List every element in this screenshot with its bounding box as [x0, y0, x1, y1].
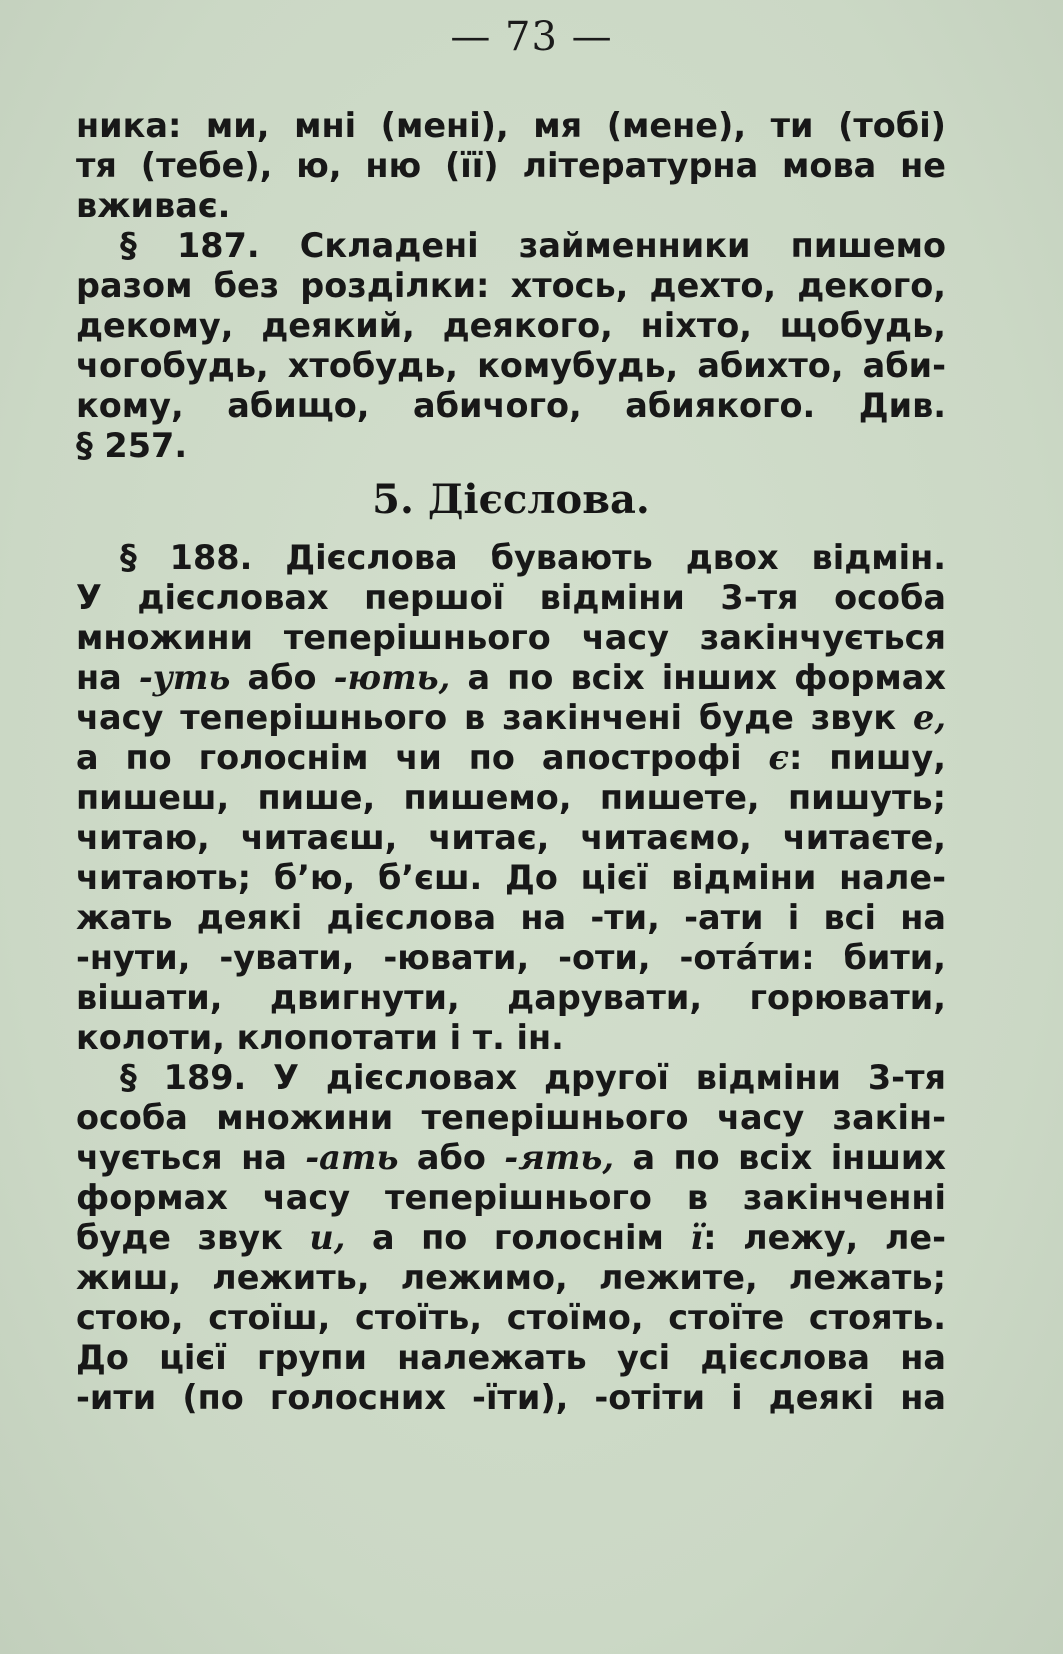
- text-line: До цієї групи належать усі дієслова на: [76, 1338, 946, 1377]
- text-run: а по всіх інших: [614, 1138, 946, 1177]
- ending-italic: -уть: [138, 658, 231, 697]
- text-run: а по голоснім чи по апострофі: [76, 738, 769, 777]
- text-line: декому, деякий, деякого, ніхто, щобудь,: [76, 306, 946, 345]
- ending-italic: -ять,: [504, 1138, 615, 1177]
- text-line: разом без розділки: хтось, дехто, декого,: [76, 266, 946, 305]
- text-line: стою, стоїш, стоїть, стоїмо, стоїте стоять.: [76, 1298, 946, 1337]
- sound-italic: е,: [913, 698, 946, 737]
- text-run: або: [230, 658, 334, 697]
- text-line: § 187. Складені займенники пишемо: [120, 226, 946, 265]
- section-heading: 5. Дієслова.: [372, 476, 650, 523]
- text-line: -нути, -увати, -ювати, -оти, -отáти: бити,: [76, 938, 946, 977]
- sound-italic: и,: [309, 1218, 346, 1257]
- ending-italic: -ать: [305, 1138, 399, 1177]
- page-number: — 73 —: [450, 14, 613, 60]
- text-line: У дієсловах першої відміни 3-тя особа: [76, 578, 946, 617]
- text-run: : лежу, ле-: [703, 1218, 946, 1257]
- text-line: формах часу теперішнього в закінченні: [76, 1178, 946, 1217]
- sound-italic: ї: [690, 1218, 704, 1257]
- text-run: чується на: [76, 1138, 306, 1177]
- text-line: колоти, клопотати і т. ін.: [76, 1018, 564, 1057]
- text-run: або: [398, 1138, 505, 1177]
- text-line: § 189. У дієсловах другої відміни 3-тя: [120, 1058, 946, 1097]
- text-line: вживає.: [76, 186, 231, 225]
- ending-italic: -ють,: [333, 658, 451, 697]
- text-line: тя (тебе), ю, ню (її) літературна мова не: [76, 146, 946, 185]
- text-line: [76, 658, 946, 698]
- text-line: особа множини теперішнього часу закін-: [76, 1098, 946, 1137]
- text-line: [76, 1138, 946, 1178]
- text-line: [76, 698, 946, 738]
- paragraph-187: [76, 226, 946, 466]
- text-line: § 188. Дієслова бувають двох відмін.: [120, 538, 946, 577]
- text-run: часу теперішнього в закінчені буде звук: [76, 698, 914, 737]
- text-line: пишеш, пише, пишемо, пишете, пишуть;: [76, 778, 946, 817]
- text-line: кому, абищо, абичого, абиякого. Див.: [76, 386, 946, 425]
- paragraph-189: [76, 1058, 946, 1418]
- page-body: [76, 106, 946, 1418]
- text-line: § 257.: [76, 426, 188, 465]
- paragraph-188: [76, 538, 946, 1058]
- text-run: : пишу,: [788, 738, 946, 777]
- text-line: читають; б’ю, б’єш. До цієї відміни нале-: [76, 858, 946, 897]
- text-run: буде звук: [76, 1218, 310, 1257]
- text-line: [76, 1218, 946, 1258]
- text-line: вішати, двигнути, дарувати, горювати,: [76, 978, 946, 1017]
- text-line: [76, 738, 946, 778]
- paragraph-continuation: [76, 106, 946, 226]
- text-run: а по всіх інших формах: [450, 658, 946, 697]
- text-line: жиш, лежить, лежимо, лежите, лежать;: [76, 1258, 946, 1297]
- text-run: а по голоснім: [345, 1218, 691, 1257]
- text-line: чогобудь, хтобудь, комубудь, абихто, аби-: [76, 346, 946, 385]
- text-line: жать деякі дієслова на -ти, -ати і всі на: [76, 898, 946, 937]
- text-line: читаю, читаєш, читає, читаємо, читаєте,: [76, 818, 946, 857]
- text-run: на: [76, 658, 139, 697]
- text-line: ника: ми, мні (мені), мя (мене), ти (тобі): [76, 106, 946, 145]
- sound-italic: є: [768, 738, 789, 777]
- text-line: множини теперішнього часу закінчується: [76, 618, 946, 657]
- text-line: -ити (по голосних -їти), -отіти і деякі на: [76, 1378, 946, 1417]
